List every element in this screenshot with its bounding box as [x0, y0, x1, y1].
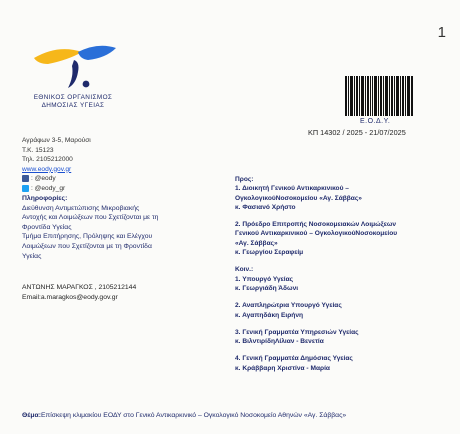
address-phone: Τηλ. 2105212000	[22, 156, 73, 163]
info-line: Τμήμα Επιτήρησης, Πρόληψης και Ελέγχου	[22, 233, 153, 241]
recipient-line: «Αγ. Σάββας»	[235, 239, 278, 247]
cc-item	[235, 354, 450, 373]
recipient-line: ΟγκολογικούΝοσοκομείου «Αγ. Σάββας»	[235, 194, 362, 202]
document-reference: ΚΠ 14302 / 2025 - 21/07/2025	[308, 128, 406, 137]
recipient-item	[235, 184, 450, 212]
twitter-handle: : @eody_gr	[31, 184, 66, 192]
recipient-line: Γενικού Αντικαρκινικού – ΟγκολογικούΝοσοκομείου	[235, 230, 398, 238]
cc-line: 1. Υπουργό Υγείας	[235, 275, 294, 283]
cc-line: 2. Αναπληρώτρια Υπουργό Υγείας	[235, 302, 342, 310]
cc-item	[235, 328, 450, 347]
recipient-line: 2. Πρόεδρο Επιτροπής Νοσοκομειακών Λοιμώξεων	[235, 221, 397, 229]
facebook-row	[22, 174, 91, 184]
cc-item	[235, 301, 450, 320]
info-block	[22, 194, 232, 261]
to-label: Προς:	[235, 176, 254, 183]
barcode-icon	[345, 76, 413, 116]
contact-email: Email:a.maragkos@eody.gov.gr	[22, 293, 118, 301]
address-block	[22, 136, 91, 193]
info-line: Υγείας	[22, 252, 42, 260]
info-title: Πληροφορίες:	[22, 195, 68, 202]
info-line: Λοιμώξεων που Σχετίζονται με τη Φροντίδα	[22, 242, 152, 250]
org-name-line2: ΔΗΜΟΣΙΑΣ ΥΓΕΙΑΣ	[41, 102, 105, 109]
facebook-handle: : @eody	[31, 175, 56, 182]
cc-line: κ. Γεωργιάδη Άδωνι	[235, 284, 299, 292]
cc-item	[235, 275, 450, 294]
recipients-block	[235, 175, 450, 381]
subject-line	[22, 412, 346, 419]
organization-name	[8, 94, 138, 110]
info-line: Διεύθυνση Αντιμετώπισης Μικροβιακής	[22, 204, 140, 212]
cc-line: 3. Γενική Γραμματέα Υπηρεσιών Υγείας	[235, 328, 359, 336]
recipient-item	[235, 220, 450, 257]
cc-line: κ. ΒιλντιρίδηΛίλιαν - Βενετία	[235, 338, 324, 346]
subject-text: Επίσκεψη κλιμακίου ΕΟΔΥ στο Γενικό Αντικαρκινικό – Ογκολογικό Νοσοκομείο Αθηνών «Αγ. Σάββας»	[40, 412, 347, 419]
twitter-icon	[22, 185, 29, 192]
page-number: 1	[437, 24, 446, 41]
website-link[interactable]: www.eody.gov.gr	[22, 165, 72, 173]
contact-name-phone: ΑΝΤΩΝΗΣ ΜΑΡΑΓΚΟΣ , 2105212144	[22, 284, 137, 291]
cc-line: κ. Κράββαρη Χριστίνα - Μαρία	[235, 364, 330, 372]
cc-line: 4. Γενική Γραμματέα Δημόσιας Υγείας	[235, 355, 353, 363]
recipient-line: 1. Διοικητή Γενικού Αντικαρκινικού –	[235, 185, 349, 193]
cc-label: Κοιν.:	[235, 266, 254, 274]
barcode-label: Ε.Ο.Δ.Υ.	[360, 118, 391, 125]
address-street: Αγράφων 3-5, Μαρούσι	[22, 137, 91, 144]
address-postal: Τ.Κ. 15123	[22, 146, 54, 154]
twitter-row	[22, 184, 91, 194]
recipient-line: κ. Γεωργίου Σεραφείμ	[235, 249, 304, 257]
subject-label: Θέμα:	[22, 412, 41, 419]
org-name-line1: ΕΘΝΙΚΟΣ ΟΡΓΑΝΙΣΜΟΣ	[33, 94, 113, 101]
eody-logo-icon	[28, 40, 120, 90]
recipient-line: κ. Φασιανό Χρήστο	[235, 203, 296, 211]
info-line: Αντοχής και Λοιμώξεων που Σχετίζονται με τη	[22, 214, 159, 222]
contact-block	[22, 283, 136, 302]
cc-line: κ. Αγαπηδάκη Ειρήνη	[235, 311, 304, 319]
info-line: Φροντίδα Υγείας	[22, 223, 72, 231]
facebook-icon	[22, 175, 29, 182]
